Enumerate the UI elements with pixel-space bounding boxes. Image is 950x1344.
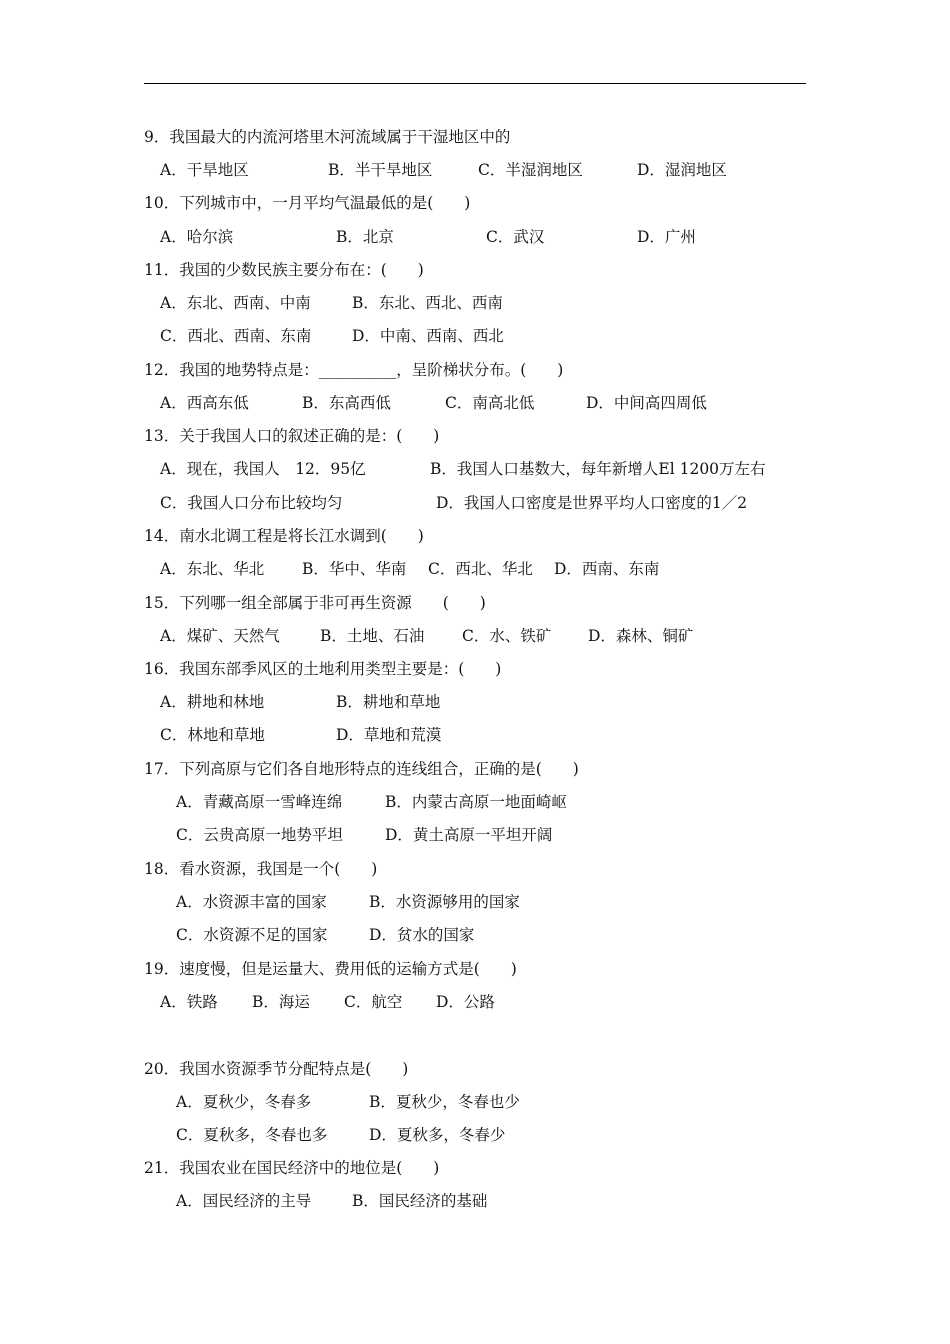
question-14: 14．南水北调工程是将长江水调到( ) bbox=[144, 527, 424, 545]
question-15: 15．下列哪一组全部属于非可再生资源 ( ) bbox=[144, 594, 486, 612]
option-c: C．林地和草地 bbox=[160, 726, 265, 744]
option-a: A．水资源丰富的国家 bbox=[176, 893, 327, 911]
option-d: D．中南、西南、西北 bbox=[352, 327, 504, 345]
option-c: C．水资源不足的国家 bbox=[176, 926, 328, 944]
options-row bbox=[160, 990, 495, 1014]
header-rule bbox=[144, 83, 806, 84]
option-d: D．湿润地区 bbox=[637, 161, 727, 179]
option-d: D．贫水的国家 bbox=[369, 926, 475, 944]
option-a: A．东北、华北 bbox=[160, 560, 265, 578]
options-row bbox=[176, 923, 475, 947]
options-row bbox=[176, 790, 567, 814]
option-d: D．中间高四周低 bbox=[586, 394, 707, 412]
question-17: 17．下列高原与它们各自地形特点的连线组合，正确的是( ) bbox=[144, 760, 579, 778]
option-d: D．森林、铜矿 bbox=[588, 627, 694, 645]
option-b: B．土地、石油 bbox=[320, 627, 425, 645]
option-d: D．西南、东南 bbox=[554, 560, 660, 578]
option-b: B．半干旱地区 bbox=[328, 161, 433, 179]
option-d: D．公路 bbox=[436, 993, 495, 1011]
option-a: A．现在，我国人 12．95亿 bbox=[160, 460, 366, 478]
option-a: A．耕地和林地 bbox=[160, 693, 265, 711]
options-row bbox=[160, 291, 503, 315]
question-21: 21．我国农业在国民经济中的地位是( ) bbox=[144, 1159, 440, 1177]
option-c: C．云贵高原一地势平坦 bbox=[176, 826, 343, 844]
option-d: D．广州 bbox=[637, 228, 696, 246]
option-d: D．夏秋多，冬春少 bbox=[369, 1126, 506, 1144]
option-b: B．东北、西北、西南 bbox=[352, 294, 503, 312]
options-row bbox=[176, 1123, 506, 1147]
option-a: A．东北、西南、中南 bbox=[160, 294, 311, 312]
option-d: D．我国人口密度是世界平均人口密度的1／2 bbox=[436, 494, 748, 512]
option-a: A．煤矿、天然气 bbox=[160, 627, 280, 645]
option-c: C．航空 bbox=[344, 993, 403, 1011]
option-a: A．西高东低 bbox=[160, 394, 249, 412]
option-a: A．国民经济的主导 bbox=[176, 1192, 312, 1210]
question-12: 12．我国的地势特点是：__________，呈阶梯状分布。( ) bbox=[144, 361, 564, 379]
option-a: A．干旱地区 bbox=[160, 161, 249, 179]
option-b: B．夏秋少，冬春也少 bbox=[369, 1093, 520, 1111]
option-c: C．夏秋多，冬春也多 bbox=[176, 1126, 328, 1144]
option-c: C．南高北低 bbox=[445, 394, 535, 412]
option-c: C．我国人口分布比较均匀 bbox=[160, 494, 343, 512]
question-20: 20．我国水资源季节分配特点是( ) bbox=[144, 1060, 409, 1078]
question-10: 10．下列城市中，一月平均气温最低的是( ) bbox=[144, 194, 471, 212]
option-b: B．北京 bbox=[336, 228, 394, 246]
options-row bbox=[176, 1090, 520, 1114]
option-b: B．东高西低 bbox=[302, 394, 391, 412]
options-row bbox=[160, 457, 766, 481]
options-row bbox=[160, 391, 707, 415]
option-b: B．华中、华南 bbox=[302, 560, 407, 578]
question-18: 18．看水资源，我国是一个( ) bbox=[144, 860, 378, 878]
options-row bbox=[160, 158, 727, 182]
option-b: B．国民经济的基础 bbox=[352, 1192, 488, 1210]
options-row bbox=[160, 624, 694, 648]
option-d: D．草地和荒漠 bbox=[336, 726, 442, 744]
option-b: B．水资源够用的国家 bbox=[369, 893, 520, 911]
option-c: C．武汉 bbox=[486, 228, 545, 246]
option-b: B．耕地和草地 bbox=[336, 693, 441, 711]
question-13: 13．关于我国人口的叙述正确的是：( ) bbox=[144, 427, 440, 445]
options-row bbox=[176, 890, 520, 914]
option-a: A．青藏高原一雪峰连绵 bbox=[176, 793, 343, 811]
option-b: B．内蒙古高原一地面崎岖 bbox=[385, 793, 567, 811]
option-a: A．夏秋少，冬春多 bbox=[176, 1093, 312, 1111]
options-row bbox=[160, 225, 696, 249]
option-b: B．我国人口基数大，每年新增人El 1200万左右 bbox=[430, 460, 766, 478]
option-c: C．西北、西南、东南 bbox=[160, 327, 312, 345]
option-a: A．哈尔滨 bbox=[160, 228, 234, 246]
option-c: C．水、铁矿 bbox=[462, 627, 552, 645]
option-d: D．黄土高原一平坦开阔 bbox=[385, 826, 553, 844]
question-16: 16．我国东部季风区的土地利用类型主要是：( ) bbox=[144, 660, 502, 678]
options-row bbox=[160, 723, 442, 747]
option-c: C．西北、华北 bbox=[428, 560, 533, 578]
option-c: C．半湿润地区 bbox=[478, 161, 583, 179]
options-row bbox=[160, 690, 441, 714]
option-a: A．铁路 bbox=[160, 993, 218, 1011]
question-19: 19．速度慢，但是运量大、费用低的运输方式是( ) bbox=[144, 960, 517, 978]
options-row bbox=[160, 491, 748, 515]
options-row bbox=[160, 557, 660, 581]
option-b: B．海运 bbox=[252, 993, 310, 1011]
question-11: 11．我国的少数民族主要分布在：( ) bbox=[144, 261, 424, 279]
options-row bbox=[176, 823, 553, 847]
options-row bbox=[160, 324, 504, 348]
question-9: 9．我国最大的内流河塔里木河流域属于干湿地区中的 bbox=[144, 128, 511, 146]
options-row bbox=[176, 1189, 488, 1213]
